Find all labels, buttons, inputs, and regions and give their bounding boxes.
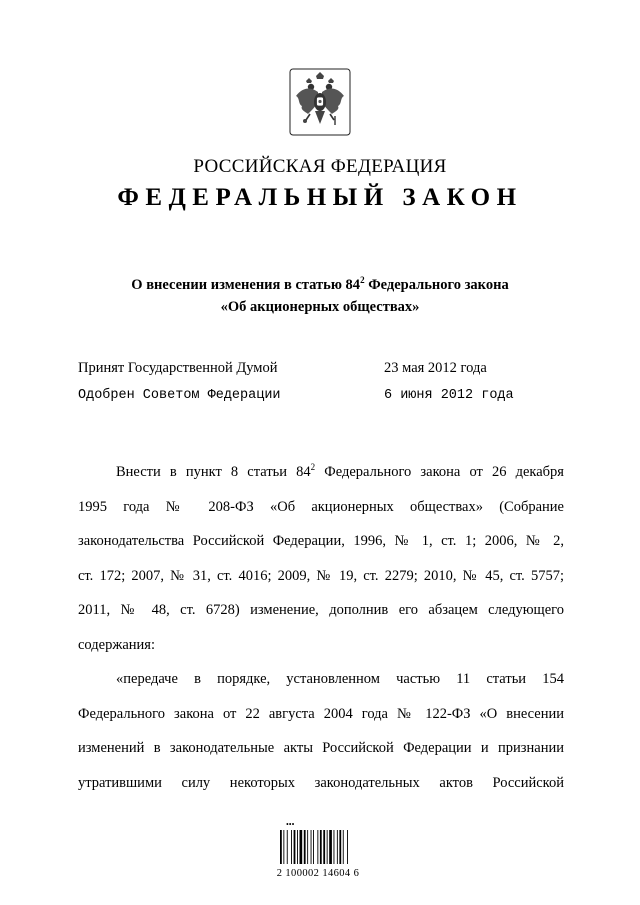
barcode-bar xyxy=(297,830,298,864)
barcode-bar xyxy=(337,830,338,864)
barcode-bar xyxy=(311,830,312,864)
text-line: «передаче в порядке, установленном частью 11 статьи 154 xyxy=(116,671,564,687)
law-title xyxy=(0,274,640,318)
duma-adoption-date: 23 мая 2012 года xyxy=(384,360,487,376)
text-line: Внести в пункт 8 статьи $84^2$ Федерального закона от 26 декабря xyxy=(116,462,564,480)
barcode-bar xyxy=(291,830,292,864)
text-line: содержания: xyxy=(78,636,156,653)
duma-adoption-label: Принят Государственной Думой xyxy=(78,360,278,376)
barcode-bar xyxy=(317,830,318,864)
law-title-line-1: О внесении изменения в статью $84^2$ Федерального закона xyxy=(131,275,509,293)
text-line: законодательства Российской Федерации, 1996, № 1, ст. 1; 2006, № 2, xyxy=(78,533,564,549)
council-approval-label: Одобрен Советом Федерации xyxy=(78,388,281,403)
barcode-bar xyxy=(280,830,282,864)
svg-text:•••: ••• xyxy=(286,820,295,829)
barcode-bar xyxy=(307,830,308,864)
barcode-bar xyxy=(323,830,325,864)
barcode-bar xyxy=(287,830,288,864)
document-type-heading: ФЕДЕРАЛЬНЫЙ ЗАКОН xyxy=(117,184,523,211)
barcode-bar xyxy=(327,830,328,864)
council-approval-date: 6 июня 2012 года xyxy=(384,388,514,403)
barcode-bar xyxy=(334,830,335,864)
text-line: Федерального закона от 22 августа 2004 года № 122-ФЗ «О внесении xyxy=(78,705,564,722)
double-headed-eagle-icon xyxy=(288,66,352,138)
quoted-addition-paragraph xyxy=(78,662,564,800)
barcode-bar xyxy=(304,830,306,864)
amendment-paragraph xyxy=(78,455,564,662)
barcode-bar xyxy=(343,830,344,864)
barcode-bars xyxy=(278,818,358,866)
law-title-line-2: «Об акционерных обществах» xyxy=(220,299,420,315)
barcode-bar xyxy=(339,830,341,864)
barcode-bar xyxy=(283,830,284,864)
barcode-bar xyxy=(329,830,332,864)
barcode-bar xyxy=(300,830,303,864)
barcode-bar xyxy=(320,830,322,864)
coat-of-arms-emblem xyxy=(288,66,352,138)
barcode-number: 2 100002 14604 6 xyxy=(276,868,360,879)
country-heading: РОССИЙСКАЯ ФЕДЕРАЦИЯ xyxy=(193,156,447,177)
text-line: утратившими силу некоторых законодательных актов Российской xyxy=(78,774,564,791)
text-line: ст. 172; 2007, № 31, ст. 4016; 2009, № 19, ст. 2279; 2010, № 45, ст. 5757; xyxy=(78,567,564,584)
text-line: изменений в законодательные акты Российской Федерации и признании xyxy=(78,740,564,756)
text-line: 1995 года № 208-ФЗ «Об акционерных обществах» (Собрание xyxy=(78,498,564,515)
text-line: 2011, № 48, ст. 6728) изменение, дополнив его абзацем следующего xyxy=(78,602,564,618)
barcode-bar xyxy=(347,830,348,864)
barcode-bar xyxy=(294,830,296,864)
barcode-bar xyxy=(313,830,314,864)
